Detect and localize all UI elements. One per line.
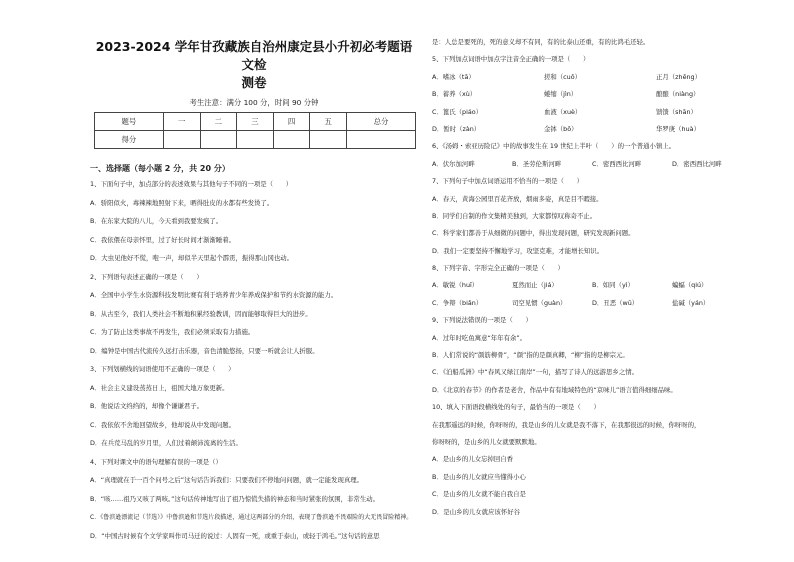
question-line: A．骄阳似火，毒辣辣地照射下来，晒得肚皮的水都有些发烫了。	[90, 198, 274, 207]
option-text: C．篦氏（piáo）	[432, 107, 483, 116]
score-cell[interactable]	[163, 131, 200, 149]
option-text: C．密西西比河畔	[592, 159, 642, 168]
question-line: B．人们常说的“颜筋柳骨”，“颜”指的是颜真卿，“柳”指的是柳宗元。	[432, 351, 629, 360]
question-line: C．我依依不舍地回望故乡，他却说从中发现问题。	[90, 420, 236, 429]
option-text: 血液（xuè）	[544, 107, 582, 116]
question-line: 是：人总是要死的，死的意义却不有同，有的比泰山还重，有的比鸿毛还轻。	[432, 38, 650, 46]
option-text: A．嗜冰（tā）	[432, 72, 475, 81]
question-line: D．“中国古时候有个文学家叫作司马迁的说过：人固有一死，或重于泰山，或轻于鸿毛。”这句话的意思	[90, 531, 380, 540]
score-cell[interactable]	[200, 131, 237, 149]
question-line: 7、下列句子中加点词语运用不恰当的一项是（ ）	[432, 177, 584, 186]
question-line: 8、下列字音、字形完全正确的一项是（ ）	[432, 264, 564, 273]
question-line: B．在东家大院的八儿，今天看到我要发疯了。	[90, 217, 223, 225]
question-line: 6、《汤姆・索亚历险记》中的故事发生在 19 世纪上半叶（ ）的一个普通小镇上。	[432, 142, 676, 151]
option-row	[432, 160, 752, 169]
question-line: D．《北京的春节》的作者是老舍，作品中有有地域特色的“京味儿”语言值得细细品味。	[432, 385, 677, 394]
option-text: A．敏锐（huī）	[432, 281, 479, 290]
question-line: C．我依偎在母亲怀里，过了好长时间才渐渐睡着。	[90, 235, 236, 244]
option-text: B．如同（yì）	[592, 281, 634, 290]
question-line: 你呀呀的，是山乡的儿女就要默默地。	[432, 437, 541, 446]
question-line: C．科学家们都善于从细微的问题中，得出发现问题，研究发现新问题。	[432, 229, 635, 238]
question-line: A．全国中小学生水资源科技发明比赛有利于培养青少年养成保护和节约水资源的能力。	[90, 291, 338, 299]
score-cell[interactable]	[273, 131, 310, 149]
score-cell[interactable]	[310, 131, 347, 149]
option-text: 华罗庚（huà）	[656, 124, 700, 133]
right-question-list	[432, 38, 752, 517]
question-line: C．《鲁滨逊漂流记（节选）》中鲁滨逊和节选片段描述，通过这两部分的介绍，表现了鲁滨逊不畏艰险的大无畏冒险精神。	[90, 514, 413, 521]
question-line: B．同学们自制的作文集精美独到，大家都惊叹称奇不止。	[432, 211, 597, 220]
question-line: D．在兵荒马乱的岁月里，人们过着颠沛流离的生活。	[90, 439, 242, 447]
score-cell: 得分	[95, 131, 164, 149]
exam-notice: 考生注意：满分 100 分，时间 90 分钟	[189, 98, 319, 107]
question-line: 在我那遥远的时候，你呀呀的，我是山乡的儿女就是我不落下，在我那很远的时候，你呀呀的，	[432, 420, 701, 429]
question-line: 9、下列说法错误的一项是（ ）	[432, 316, 532, 325]
option-text: 夏然而止（jiá）	[512, 281, 558, 290]
left-question-list	[90, 180, 418, 541]
exam-title-line2: 测卷	[241, 75, 267, 90]
option-text: 馈馈（shān）	[656, 107, 697, 116]
option-text: 金钵（bō）	[544, 124, 578, 133]
question-line: A．社会主义建设蒸蒸日上，祖国大地万象更新。	[90, 383, 229, 392]
option-text: 盐碱（yán）	[672, 298, 710, 307]
option-text: 司空见惯（guàn）	[512, 298, 567, 307]
question-line: A．春天，黄海公园里百花齐放，烟雨多姿，真是目不暇接。	[432, 194, 603, 203]
option-row	[432, 90, 752, 99]
score-table-score-row	[95, 131, 416, 149]
question-line: D．我们一定要坚持不懈地学习，攻坚克难，才能增长知识。	[432, 246, 604, 255]
section-heading: 一、选择题（每小题 2 分，共 20 分）	[90, 164, 230, 173]
option-text: 蝙蝠（qiú）	[672, 281, 708, 290]
score-table-header-row	[95, 113, 416, 131]
option-row	[432, 73, 752, 82]
option-text: 蜷缩（jìn）	[544, 90, 578, 99]
exam-title	[90, 38, 418, 92]
option-text: D．密西西比河畔	[672, 159, 722, 168]
question-line: 5、下列加点词语中加点字注音全正确的一项是（ ）	[432, 55, 590, 64]
exam-title-line1: 2023-2024 学年甘孜藏族自治州康定县小升初必考题语文检	[95, 39, 413, 72]
question-line: C．是山乡的儿女就不能自我自是	[432, 490, 526, 499]
option-row	[432, 108, 752, 117]
question-line: B．“咳……祖乃又咳了两咳。”这句话传神地写出了祖乃惊慌失措的神态和当时紧张的氛围，非常生动。	[90, 494, 379, 503]
question-line: A．过年时吃鱼寓意“年年有余”。	[432, 333, 527, 342]
question-line: C．为了防止这类事故不再发生，我们必须采取有力措施。	[90, 328, 255, 336]
score-cell: 总分	[347, 113, 416, 131]
question-line: B．他说话文绉绉的，却像个谦谦君子。	[90, 402, 204, 410]
option-text: 酿酿（niàng）	[656, 90, 700, 99]
score-cell: 四	[273, 113, 310, 131]
question-line: 10、填入下面语段横线处的句子，最恰当的一项是（ ）	[432, 403, 600, 412]
score-cell: 二	[200, 113, 237, 131]
option-text: A．伏尔加河畔	[432, 159, 475, 168]
option-text: B．圣劳伦斯河畔	[512, 159, 562, 168]
question-line: 1、下面句子中，加点部分的表述效果与其他句子不同的一项是（ ）	[90, 180, 293, 188]
score-cell: 三	[237, 113, 274, 131]
option-text: D．丑恶（wū）	[592, 298, 639, 307]
score-cell: 一	[163, 113, 200, 131]
question-line: B．从古至今，我们人类社会不断地积累经验教训，因而能够取得巨大的进步。	[90, 309, 312, 318]
question-line: 4、下列对课文中的语句理解有误的一项是（）	[90, 457, 222, 466]
right-column	[432, 38, 752, 525]
question-line: D．是山乡的儿女就应该怀好谷	[432, 507, 520, 516]
option-text: D．暂时（zàn）	[432, 124, 481, 133]
option-text: 正月（zhēng）	[656, 72, 702, 81]
question-line: D．大虫见他好不慌，咆一声，却似半天里起个霹雳，振得那山冈也动。	[90, 254, 294, 262]
score-cell[interactable]	[237, 131, 274, 149]
score-cell[interactable]	[347, 131, 416, 149]
left-column	[90, 38, 418, 550]
score-cell: 五	[310, 113, 347, 131]
question-line: 3、下列划横线的词语使用不正确的一项是（ ）	[90, 365, 235, 373]
score-cell: 题号	[95, 113, 164, 131]
question-line: B．是山乡的儿女就应当懂得小心	[432, 472, 526, 481]
score-table	[94, 112, 416, 149]
option-row	[432, 299, 752, 308]
option-row	[432, 281, 752, 290]
option-text: B．蓄养（xù）	[432, 90, 477, 99]
option-text: C．争辩（biǎn）	[432, 298, 483, 307]
question-line: C．《泊船瓜洲》中“春风又绿江南岸”一句，描写了诗人的远游思乡之情。	[432, 368, 638, 377]
question-line: A．是山乡的儿女忘掉回自香	[432, 455, 514, 464]
question-line: 2、下列语句表述正确的一项是（ ）	[90, 272, 203, 281]
question-line: D．编钟是中国古代流传久远打击乐器，音色清脆悠扬，只要一听就会让人折服。	[90, 346, 319, 355]
option-text: 搓和（cuō）	[544, 72, 582, 81]
question-line: A．“真理就在于一百个问号之后”这句话告诉我们：只要我们不停地问问题，就一定能发现真理。	[90, 476, 364, 484]
option-row	[432, 125, 752, 134]
